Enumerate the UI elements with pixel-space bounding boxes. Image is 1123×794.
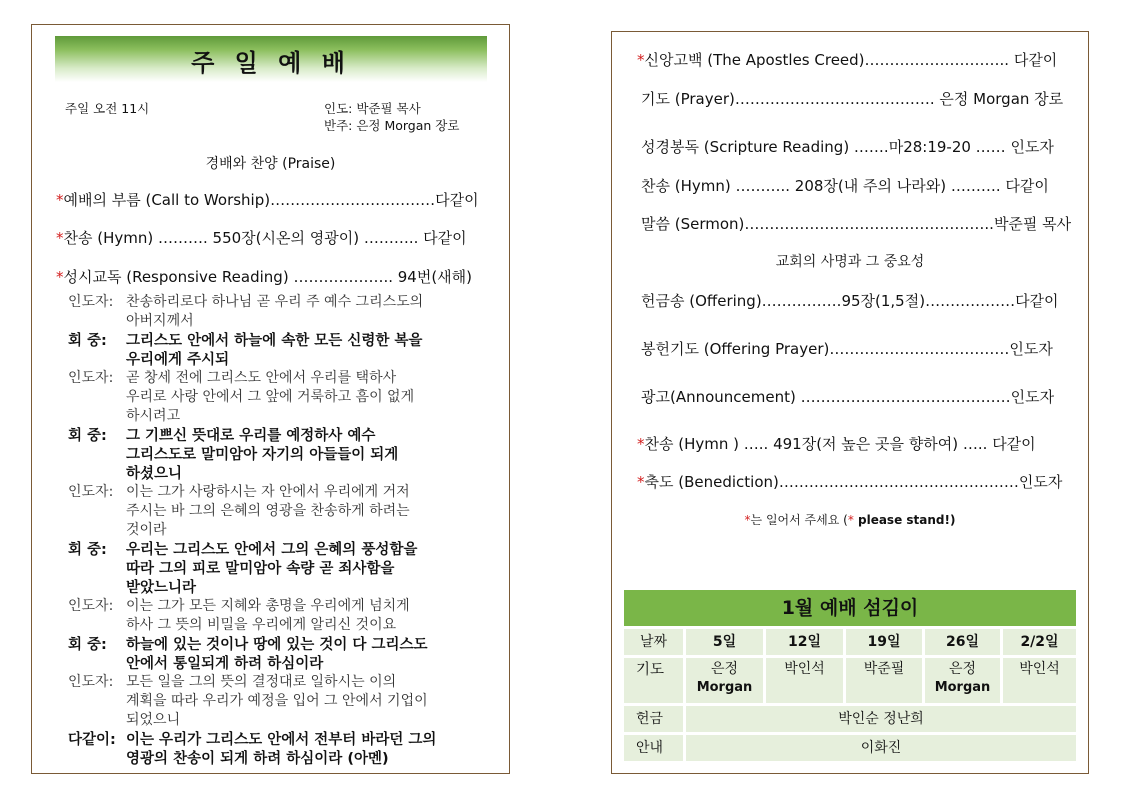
- responsive-line: 주시는 바 그의 은혜의 영광을 찬송하게 하려는: [126, 503, 410, 519]
- title-banner: [55, 36, 487, 82]
- responsive-line: 그리스도 안에서 하늘에 속한 모든 신령한 복을: [126, 333, 423, 349]
- responsive-line: 따라 그의 피로 말미암아 속량 곧 죄사함을: [126, 561, 395, 577]
- responsive-line: 하사 그 뜻의 비밀을 우리에게 알리신 것이요: [126, 617, 397, 633]
- stand-marker: *: [637, 473, 645, 491]
- congregation-label: 회 중:: [68, 428, 107, 444]
- left-bulletin-page: [31, 24, 510, 774]
- prayer-cell: [686, 658, 763, 703]
- responsive-line: 되었으니: [126, 712, 181, 728]
- hymn-text: 찬송 (Hymn) ………. 550장(시온의 영광이) ……….. 다같이: [63, 229, 467, 247]
- schedule-title: 1월 예배 섬김이: [624, 590, 1076, 626]
- stand-note: [612, 511, 1088, 528]
- offering-item: 헌금송 (Offering)…………….95장(1,5절)………………다같이: [641, 292, 1059, 310]
- responsive-line: 모든 일을 그의 뜻의 결정대로 일하시는 이의: [126, 674, 397, 690]
- responsive-line: 것이라: [126, 522, 167, 538]
- congregation-label: 다같이:: [68, 732, 116, 748]
- responsive-line: 그 기쁘신 뜻대로 우리를 예정하사 예수: [126, 428, 376, 444]
- responsive-line: 이는 그가 모든 지혜와 총명을 우리에게 넘치게: [126, 598, 410, 614]
- prayer-cell: [925, 658, 1000, 703]
- closing-hymn-text: 찬송 (Hymn ) ….. 491장(저 높은 곳을 향하여) ….. 다같이: [644, 435, 1036, 453]
- creed-item: [637, 49, 1057, 70]
- date-cell: 26일: [925, 629, 1000, 655]
- benediction-text: 축도 (Benediction)…………………………………………인도자: [644, 473, 1063, 491]
- responsive-line: 우리는 그리스도 안에서 그의 은혜의 풍성함을: [126, 542, 418, 558]
- prayer-name: 은정: [948, 661, 977, 677]
- responsive-line: 하셨으니: [126, 466, 183, 482]
- note-star-2: *: [847, 513, 854, 527]
- closing-hymn-item: [637, 433, 1036, 454]
- sermon-title: 교회의 사명과 그 중요성: [775, 254, 925, 270]
- leader-label: 인도자:: [68, 598, 114, 614]
- stand-marker: *: [637, 51, 645, 69]
- responsive-line: 우리에게 주시되: [126, 352, 230, 368]
- date-label: 날짜: [624, 629, 683, 655]
- prayer-sub: Morgan: [934, 680, 991, 695]
- prayer-cell: [846, 658, 922, 703]
- prayer-name: 박인석: [1019, 661, 1060, 677]
- prayer-cell: [766, 658, 843, 703]
- note-text: 는 일어서 주세요 (: [750, 513, 848, 527]
- responsive-reading-text: 성시교독 (Responsive Reading) ……………….. 94번(새해): [63, 268, 473, 286]
- service-time: 주일 오전 11시: [65, 101, 150, 116]
- prayer-name: 은정: [710, 661, 739, 677]
- sermon-item: 말씀 (Sermon)…………………………………………..박준필 목사: [641, 215, 1072, 233]
- responsive-reading-item: [56, 266, 472, 287]
- call-to-worship-item: [56, 189, 479, 210]
- usher-label: 안내: [624, 735, 683, 761]
- responsive-line: 이는 그가 사랑하시는 자 안에서 우리에게 거저: [126, 484, 410, 500]
- announcement-item: 광고(Announcement) ……………………………………인도자: [641, 388, 1055, 406]
- responsive-line: 곧 창세 전에 그리스도 안에서 우리를 택하사: [126, 370, 397, 386]
- scripture-item: 성경봉독 (Scripture Reading) …….마28:19-20 …… 인도자: [641, 138, 1054, 156]
- offering-label: 헌금: [624, 706, 683, 732]
- prayer-name: 박준필: [863, 661, 905, 677]
- prayer-cell: [1003, 658, 1076, 703]
- responsive-line: 우리로 사랑 안에서 그 앞에 거룩하고 흠이 없게: [126, 389, 415, 405]
- responsive-line: 영광의 찬송이 되게 하려 하심이라 (아멘): [126, 751, 389, 767]
- stand-marker: *: [56, 229, 64, 247]
- prayer-sub: Morgan: [696, 680, 753, 695]
- responsive-line: 아버지께서: [126, 313, 194, 329]
- page-title: 주 일 예 배: [191, 49, 351, 77]
- prayer-label: 기도: [624, 658, 683, 703]
- prayer-name: 박인석: [784, 661, 825, 677]
- service-leader: 인도: 박준필 목사: [324, 101, 421, 116]
- responsive-line: 찬송하리로다 하나님 곧 우리 주 예수 그리스도의: [126, 294, 424, 310]
- leader-label: 인도자:: [68, 674, 114, 690]
- hymn-item-2: 찬송 (Hymn) ……….. 208장(내 주의 나라와) ………. 다같이: [641, 177, 1049, 195]
- offering-names: 박인순 정난희: [686, 706, 1076, 732]
- prayer-item: 기도 (Prayer)…………………………………. 은정 Morgan 장로: [641, 90, 1064, 108]
- stand-marker: *: [56, 191, 64, 209]
- creed-text: 신앙고백 (The Apostles Creed)……………………….. 다같이: [644, 51, 1058, 69]
- congregation-label: 회 중:: [68, 542, 107, 558]
- leader-label: 인도자:: [68, 294, 114, 310]
- date-cell: 12일: [766, 629, 843, 655]
- responsive-line: 하시려고: [126, 408, 181, 424]
- responsive-line: 계획을 따라 우리가 예정을 입어 그 안에서 기업이: [126, 693, 428, 709]
- serving-schedule: [624, 590, 1076, 756]
- offering-prayer-item: 봉헌기도 (Offering Prayer)………………………………인도자: [641, 340, 1053, 358]
- praise-heading: 경배와 찬양 (Praise): [205, 156, 336, 172]
- responsive-line: 이는 우리가 그리스도 안에서 전부터 바라던 그의: [126, 732, 437, 748]
- responsive-line: 안에서 통일되게 하려 하심이라: [126, 656, 324, 672]
- usher-name: 이화진: [686, 735, 1076, 761]
- benediction-item: [637, 471, 1062, 492]
- stand-marker: *: [637, 435, 645, 453]
- hymn-item: [56, 227, 467, 248]
- leader-label: 인도자:: [68, 484, 114, 500]
- note-star: *: [744, 513, 751, 527]
- service-pianist: 반주: 은정 Morgan 장로: [324, 118, 460, 133]
- date-cell: 19일: [846, 629, 922, 655]
- date-cell: 5일: [686, 629, 763, 655]
- congregation-label: 회 중:: [68, 333, 107, 349]
- leader-label: 인도자:: [68, 370, 114, 386]
- responsive-line: 하늘에 있는 것이나 땅에 있는 것이 다 그리스도: [126, 637, 428, 653]
- responsive-line: 받았느니라: [126, 580, 197, 596]
- right-bulletin-page: [611, 31, 1089, 774]
- date-cell: 2/2일: [1003, 629, 1076, 655]
- responsive-line: 그리스도로 말미암아 자기의 아들들이 되게: [126, 447, 399, 463]
- call-to-worship-text: 예배의 부름 (Call to Worship)……………………………다같이: [63, 191, 479, 209]
- note-end: please stand!): [853, 513, 956, 527]
- congregation-label: 회 중:: [68, 637, 107, 653]
- stand-marker: *: [56, 268, 64, 286]
